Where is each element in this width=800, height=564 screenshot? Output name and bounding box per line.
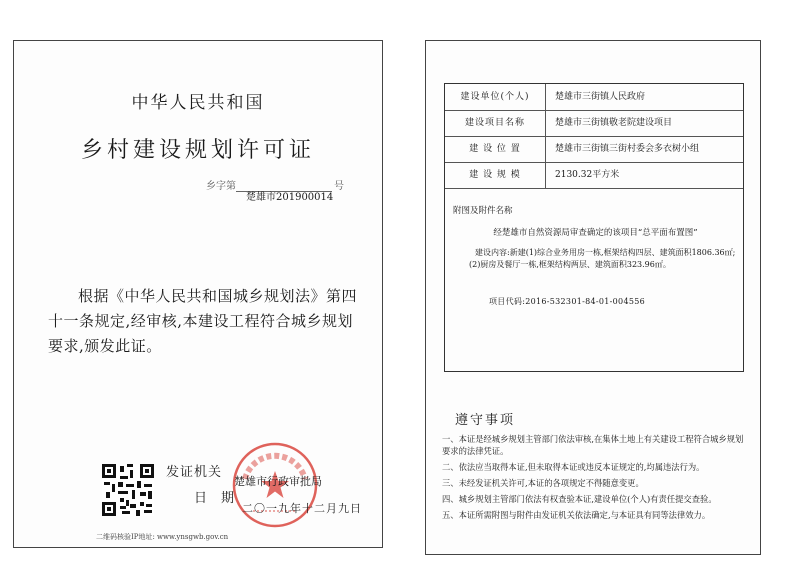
qr-verify-footer: 二维码核验IP地址: www.ynsgwb.gov.cn bbox=[96, 533, 229, 541]
table-row bbox=[445, 110, 743, 137]
attachment-label: 附图及附件名称 bbox=[453, 206, 513, 216]
issuer-name: 楚雄市行政审批局 bbox=[234, 475, 322, 488]
issue-date: 二〇一九年十二月九日 bbox=[242, 502, 362, 515]
date-label: 日期 bbox=[194, 491, 249, 506]
certificate-body-text: 根据《中华人民共和国城乡规划法》第四十一条规定,经审核,本建设工程符合城乡规划要求,颁发此证。 bbox=[48, 287, 358, 355]
attachment-intro: 经楚雄市自然资源局审查确定的该项目“总平面布置图” bbox=[493, 228, 698, 238]
certificate-title: 乡村建设规划许可证 bbox=[80, 138, 315, 163]
rules-title: 遵守事项 bbox=[455, 413, 516, 428]
row-label: 建设项目名称 bbox=[445, 110, 546, 136]
row-value: 楚雄市三街镇三街村委会多衣树小组 bbox=[555, 144, 700, 154]
construction-content: 建设内容:新建(1)综合业务用房一栋,框架结构四层、建筑面积1806.36㎡;(2)厨房及餐厅一栋,框架结构两层、建筑面积323.96㎡。 bbox=[469, 248, 736, 269]
row-label: 建设单位(个人) bbox=[445, 84, 546, 110]
row-value: 2130.32平方米 bbox=[555, 170, 620, 180]
project-code: 项目代码:2016-532301-84-01-004556 bbox=[489, 297, 646, 306]
country-title: 中华人民共和国 bbox=[131, 93, 265, 113]
issuer-label: 发证机关 bbox=[166, 465, 223, 480]
project-info-table bbox=[444, 83, 744, 372]
qr-code bbox=[102, 464, 154, 516]
number-suffix: 号 bbox=[334, 181, 344, 192]
certificate-back-page bbox=[425, 40, 761, 555]
table-row bbox=[445, 162, 743, 189]
table-row bbox=[445, 136, 743, 163]
row-label: 建 设 规 模 bbox=[445, 162, 546, 188]
row-value: 楚雄市三街镇人民政府 bbox=[555, 92, 646, 102]
certificate-number: 楚雄市201900014 bbox=[246, 192, 334, 203]
list-item: 五、本证所需附图与附件由发证机关依法确定,与本证具有同等法律效力。 bbox=[442, 510, 711, 520]
list-item: 三、未经发证机关许可,本证的各项规定不得随意变更。 bbox=[442, 478, 644, 488]
rules-list bbox=[442, 433, 747, 525]
table-row bbox=[445, 84, 743, 111]
row-label: 建 设 位 置 bbox=[445, 136, 546, 162]
row-value: 楚雄市三街镇敬老院建设项目 bbox=[555, 118, 673, 128]
list-item: 一、本证是经城乡规划主管部门依法审核,在集体土地上有关建设工程符合城乡规划要求的法律凭证。 bbox=[442, 434, 744, 456]
list-item: 四、城乡规划主管部门依法有权查验本证,建设单位(个人)有责任提交查验。 bbox=[442, 494, 717, 504]
certificate-front-page bbox=[13, 40, 383, 548]
list-item: 二、依法应当取得本证,但未取得本证或违反本证规定的,均属违法行为。 bbox=[442, 462, 705, 472]
number-prefix: 乡字第 bbox=[206, 181, 236, 192]
